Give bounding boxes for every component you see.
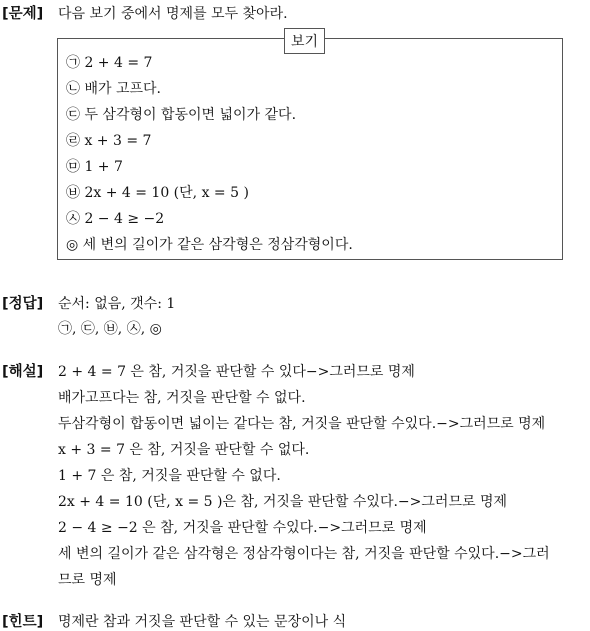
bogi-item: ㉡ 배가 고프다. — [66, 81, 161, 97]
explanation-line: 세 변의 길이가 같은 삼각형은 정삼각형이다는 참, 거짓을 판단할 수있다.−>그러 — [58, 546, 550, 562]
explanation-line: 2x + 4 = 10 (단, x = 5 )은 참, 거짓을 판단할 수있다.−>그러므로 명제 — [58, 494, 507, 510]
answer-line: 순서: 없음, 갯수: 1 — [58, 296, 176, 312]
problem-question: 다음 보기 중에서 명제를 모두 찾아라. — [58, 6, 288, 22]
explanation-line: x + 3 = 7 은 참, 거짓을 판단할 수 없다. — [58, 442, 310, 458]
explanation-line: 2 + 4 = 7 은 참, 거짓을 판단할 수 있다−>그러므로 명제 — [58, 364, 415, 380]
answer-choices: ㉠, ㉢, ㉥, ㉦, ◎ — [58, 321, 162, 337]
bogi-item: ㉤ 1 + 7 — [66, 159, 123, 175]
answer-tag: [정답] — [2, 296, 44, 312]
hint-text: 명제란 참과 거짓을 판단할 수 있는 문장이나 식 — [58, 614, 347, 630]
bogi-item: ㉦ 2 − 4 ≥ −2 — [66, 211, 165, 227]
explanation-line: 2 − 4 ≥ −2 은 참, 거짓을 판단할 수있다.−>그러므로 명제 — [58, 520, 427, 536]
bogi-item: ◎ 세 변의 길이가 같은 삼각형은 정삼각형이다. — [66, 237, 353, 253]
bogi-item: ㉥ 2x + 4 = 10 (단, x = 5 ) — [66, 185, 249, 201]
bogi-box — [57, 38, 563, 260]
bogi-title: 보기 — [284, 28, 325, 54]
explanation-line: 1 + 7 은 참, 거짓을 판단할 수 없다. — [58, 468, 281, 484]
bogi-item: ㉠ 2 + 4 = 7 — [66, 55, 153, 71]
bogi-item: ㉣ x + 3 = 7 — [66, 133, 152, 149]
problem-tag: [문제] — [2, 6, 44, 22]
hint-tag: [힌트] — [2, 614, 44, 630]
bogi-item: ㉢ 두 삼각형이 합동이면 넓이가 같다. — [66, 107, 297, 123]
explanation-line: 므로 명제 — [58, 572, 117, 588]
explanation-tag: [해설] — [2, 364, 44, 380]
explanation-line: 두삼각형이 합동이면 넓이는 같다는 참, 거짓을 판단할 수있다.−>그러므로 명제 — [58, 416, 546, 432]
explanation-line: 배가고프다는 참, 거짓을 판단할 수 없다. — [58, 390, 306, 406]
